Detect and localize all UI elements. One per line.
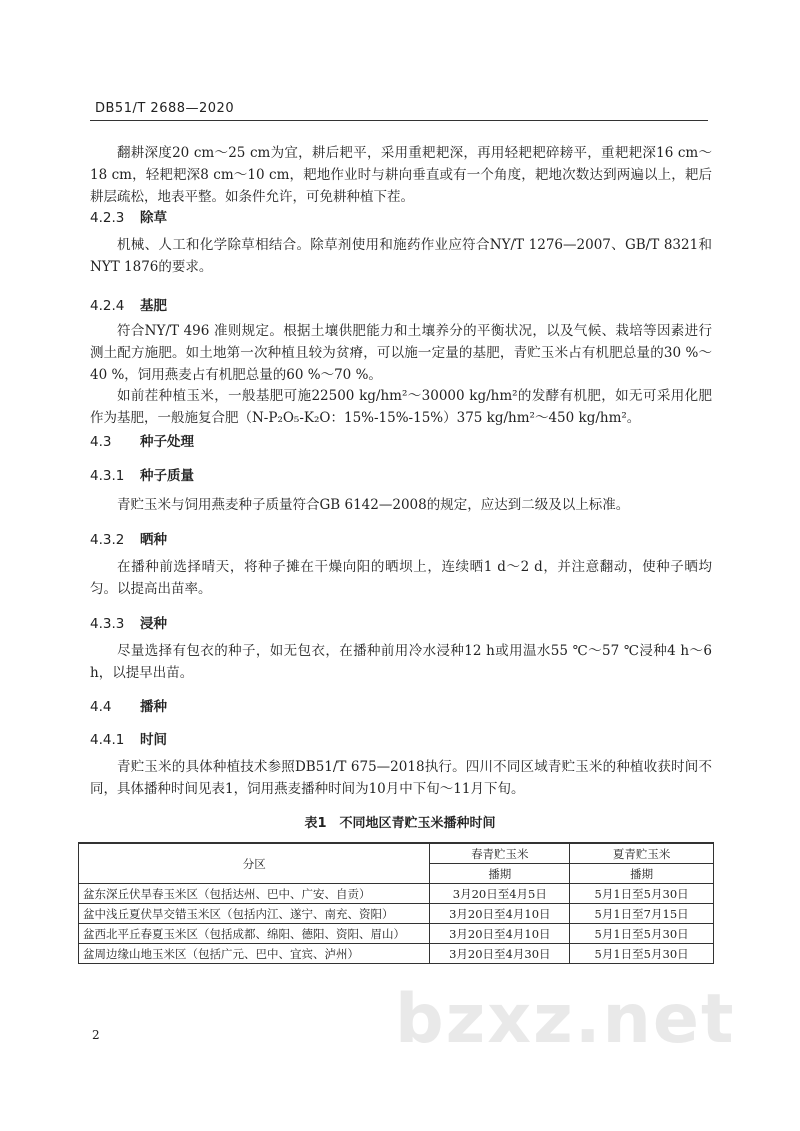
heading-title: 播种 xyxy=(140,699,167,715)
heading-4-4-1 xyxy=(90,730,167,750)
heading-number: 4.3.2 xyxy=(90,532,125,548)
sowing-time-table xyxy=(78,842,714,964)
cell-summer: 5月1日至7月15日 xyxy=(570,904,714,924)
paragraph-seed-quality: 青贮玉米与饲用燕麦种子质量符合GB 6142—2008的规定，应达到二级及以上标准。 xyxy=(117,497,630,513)
heading-number: 4.2.3 xyxy=(90,210,125,226)
heading-number: 4.3 xyxy=(90,434,112,450)
header-sowing-period: 播期 xyxy=(570,864,714,884)
heading-title: 基肥 xyxy=(140,298,167,314)
cell-zone: 盆中浅丘夏伏旱交错玉米区（包括内江、遂宁、南充、资阳） xyxy=(79,904,430,924)
heading-title: 晒种 xyxy=(140,532,167,548)
document-id: DB51/T 2688—2020 xyxy=(95,101,235,116)
heading-title: 种子处理 xyxy=(140,434,194,450)
heading-4-3-1 xyxy=(90,466,194,486)
table-row xyxy=(79,884,714,904)
watermark: bzxz.net xyxy=(395,980,736,1059)
heading-number: 4.2.4 xyxy=(90,298,125,314)
heading-number: 4.4 xyxy=(90,699,112,715)
paragraph-soaking: 尽量选择有包衣的种子，如无包衣，在播种前用冷水浸种12 h或用温水55 ℃～57 ℃浸种4 h～6 h，以提早出苗。 xyxy=(90,643,712,681)
header-summer: 夏青贮玉米 xyxy=(570,843,714,864)
cell-zone: 盆西北平丘春夏玉米区（包括成都、绵阳、德阳、资阳、眉山） xyxy=(79,924,430,944)
cell-spring: 3月20日至4月10日 xyxy=(430,904,570,924)
heading-title: 除草 xyxy=(140,210,167,226)
heading-number: 4.3.1 xyxy=(90,468,125,484)
heading-title: 时间 xyxy=(140,732,167,748)
paragraph-tillage: 翻耕深度20 cm～25 cm为宜，耕后耙平，采用重耙耙深，再用轻耙耙碎耪平，重耙耙深16 cm～18 cm，轻耙耙深8 cm～10 cm，耙地作业时与耕向垂直或有一个角度，耙地次数达到两遍以上，耙后耕层疏松，地表平整。如条件允许，可免耕种植下茬。 xyxy=(90,145,712,205)
heading-title: 种子质量 xyxy=(140,468,194,484)
cell-summer: 5月1日至5月30日 xyxy=(570,944,714,964)
heading-4-2-3 xyxy=(90,208,167,228)
cell-spring: 3月20日至4月5日 xyxy=(430,884,570,904)
cell-spring: 3月20日至4月10日 xyxy=(430,924,570,944)
paragraph-weeding: 机械、人工和化学除草相结合。除草剂使用和施药作业应符合NY/T 1276—2007、GB/T 8321和NYT 1876的要求。 xyxy=(90,237,712,275)
paragraph-sowing-time: 青贮玉米的具体种植技术参照DB51/T 675—2018执行。四川不同区域青贮玉米的种植收获时间不同，具体播种时间见表1，饲用燕麦播种时间为10月中下旬～11月下旬。 xyxy=(90,759,712,797)
table-row xyxy=(79,924,714,944)
cell-zone: 盆周边缘山地玉米区（包括广元、巴中、宜宾、泸州） xyxy=(79,944,430,964)
header-rule xyxy=(90,120,708,121)
paragraph-sun-drying: 在播种前选择晴天，将种子摊在干燥向阳的晒坝上，连续晒1 d～2 d，并注意翻动，使种子晒均匀。以提高出苗率。 xyxy=(90,559,712,597)
heading-4-4 xyxy=(90,697,167,717)
table-row xyxy=(79,944,714,964)
heading-4-3-3 xyxy=(90,614,167,634)
header-zone: 分区 xyxy=(79,843,430,884)
heading-title: 浸种 xyxy=(140,616,167,632)
heading-4-3 xyxy=(90,432,194,452)
cell-summer: 5月1日至5月30日 xyxy=(570,924,714,944)
heading-4-3-2 xyxy=(90,530,167,550)
paragraph-fertilizer-2: 如前茬种植玉米，一般基肥可施22500 kg/hm²～30000 kg/hm²的发酵有机肥，如无可采用化肥作为基肥，一般施复合肥（N-P₂O₅-K₂O：15%-15%-15%）375 kg/hm²～450 kg/hm²。 xyxy=(90,388,712,426)
heading-number: 4.3.3 xyxy=(90,616,125,632)
cell-spring: 3月20日至4月30日 xyxy=(430,944,570,964)
header-sowing-period: 播期 xyxy=(430,864,570,884)
table-row xyxy=(79,904,714,924)
cell-summer: 5月1日至5月30日 xyxy=(570,884,714,904)
heading-4-2-4 xyxy=(90,296,167,316)
cell-zone: 盆东深丘伏旱春玉米区（包括达州、巴中、广安、自贡） xyxy=(79,884,430,904)
table-caption: 表1 不同地区青贮玉米播种时间 xyxy=(304,816,496,831)
heading-number: 4.4.1 xyxy=(90,732,125,748)
paragraph-fertilizer-1: 符合NY/T 496 准则规定。根据土壤供肥能力和土壤养分的平衡状况，以及气候、栽培等因素进行测土配方施肥。如土地第一次种植且较为贫瘠，可以施一定量的基肥，青贮玉米占有机肥总量的30 %～40 %，饲用燕麦占有机肥总量的60 %～70 %。 xyxy=(90,323,712,383)
page-number: 2 xyxy=(92,1028,100,1042)
header-spring: 春青贮玉米 xyxy=(430,843,570,864)
